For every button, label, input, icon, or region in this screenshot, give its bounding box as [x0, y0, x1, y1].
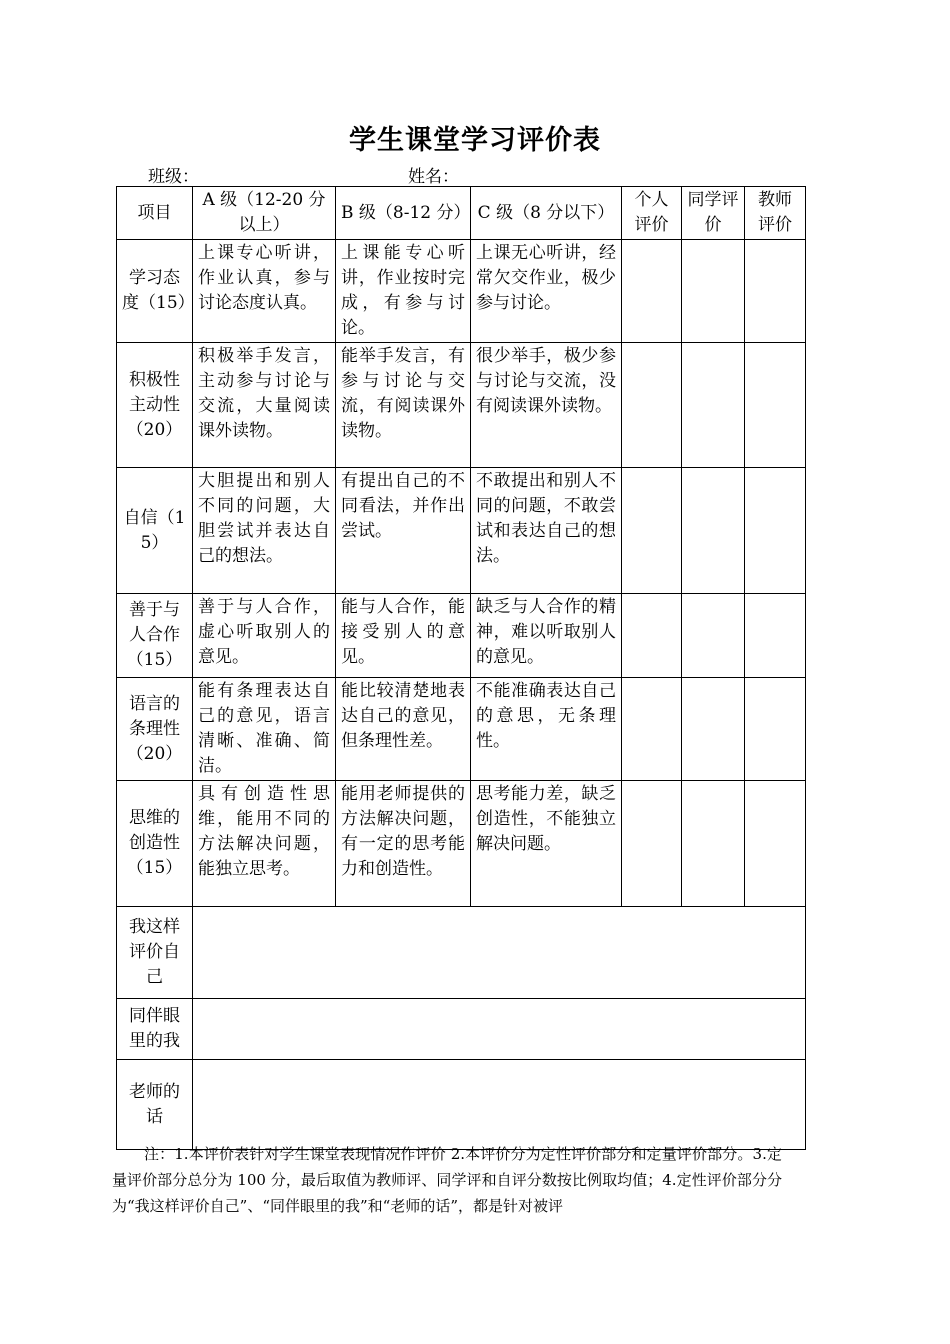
header-a-level: A 级（12-20 分以上） — [193, 187, 336, 240]
peer-eval-cell[interactable] — [682, 781, 745, 907]
row-b-desc: 有提出自己的不同看法，并作出尝试。 — [336, 468, 471, 594]
row-c-desc: 不能准确表达自己的意思，无条理性。 — [471, 678, 622, 781]
row-item-label: 思维的创造性（15） — [117, 781, 193, 907]
row-item-label: 善于与人合作（15） — [117, 594, 193, 678]
row-b-desc: 能比较清楚地表达自己的意见，但条理性差。 — [336, 678, 471, 781]
teacher-comment-area[interactable] — [193, 1060, 806, 1150]
class-label: 班级： — [148, 167, 199, 187]
teacher-eval-cell[interactable] — [745, 678, 806, 781]
peer-eval-cell[interactable] — [682, 468, 745, 594]
row-c-desc: 不敢提出和别人不同的问题，不敢尝试和表达自己的想法。 — [471, 468, 622, 594]
row-a-desc: 上课专心听讲，作业认真，参与讨论态度认真。 — [193, 240, 336, 343]
table-row — [117, 240, 806, 343]
row-a-desc: 具有创造性思维，能用不同的方法解决问题，能独立思考。 — [193, 781, 336, 907]
name-label: 姓名： — [408, 167, 459, 187]
row-b-desc: 能举手发言，有参与讨论与交流，有阅读课外读物。 — [336, 343, 471, 468]
header-self-eval: 个人评价 — [622, 187, 682, 240]
self-eval-cell[interactable] — [622, 343, 682, 468]
row-a-desc: 大胆提出和别人不同的问题，大胆尝试并表达自己的想法。 — [193, 468, 336, 594]
peer-eval-cell[interactable] — [682, 678, 745, 781]
qualitative-row — [117, 907, 806, 999]
row-a-desc: 能有条理表达自己的意见，语言清晰、准确、简洁。 — [193, 678, 336, 781]
page-title: 学生课堂学习评价表 — [349, 125, 601, 156]
header-teacher-eval: 教师评价 — [745, 187, 806, 240]
header-b-level: B 级（8-12 分） — [336, 187, 471, 240]
self-eval-cell[interactable] — [622, 781, 682, 907]
qualitative-row — [117, 999, 806, 1060]
table-row — [117, 781, 806, 907]
row-c-desc: 很少举手，极少参与讨论与交流，没有阅读课外读物。 — [471, 343, 622, 468]
header-peer-eval: 同学评价 — [682, 187, 745, 240]
peer-eval-cell[interactable] — [682, 594, 745, 678]
teacher-comment-label: 老师的话 — [117, 1060, 193, 1150]
teacher-eval-cell[interactable] — [745, 468, 806, 594]
table-row — [117, 678, 806, 781]
row-item-label: 学习态度（15） — [117, 240, 193, 343]
peer-comment-area[interactable] — [193, 999, 806, 1060]
row-b-desc: 能与人合作，能接受别人的意见。 — [336, 594, 471, 678]
teacher-eval-cell[interactable] — [745, 240, 806, 343]
evaluation-table — [116, 186, 806, 1150]
row-item-label: 自信（15） — [117, 468, 193, 594]
teacher-eval-cell[interactable] — [745, 594, 806, 678]
self-comment-area[interactable] — [193, 907, 806, 999]
table-row — [117, 594, 806, 678]
self-eval-cell[interactable] — [622, 678, 682, 781]
qualitative-row — [117, 1060, 806, 1150]
peer-eval-cell[interactable] — [682, 343, 745, 468]
row-c-desc: 上课无心听讲，经常欠交作业，极少参与讨论。 — [471, 240, 622, 343]
row-a-desc: 积极举手发言，主动参与讨论与交流，大量阅读课外读物。 — [193, 343, 336, 468]
peer-eval-cell[interactable] — [682, 240, 745, 343]
row-a-desc: 善于与人合作，虚心听取别人的意见。 — [193, 594, 336, 678]
self-eval-cell[interactable] — [622, 240, 682, 343]
peer-comment-label: 同伴眼里的我 — [117, 999, 193, 1060]
row-c-desc: 缺乏与人合作的精神，难以听取别人的意见。 — [471, 594, 622, 678]
footnote: 注：1.本评价表针对学生课堂表现情况作评价 2.本评价分为定性评价部分和定量评价部分。3.定量评价部分总分为 100 分，最后取值为教师评、同学评和自评分数按比例取均值；4.定性评价部分分为“我这样评价自己”、“同伴眼里的我”和“老师的话”，都是针对被评 — [112, 1145, 782, 1215]
row-c-desc: 思考能力差，缺乏创造性，不能独立解决问题。 — [471, 781, 622, 907]
header-row — [117, 187, 806, 240]
row-b-desc: 上课能专心听讲，作业按时完成，有参与讨论。 — [336, 240, 471, 343]
row-item-label: 积极性主动性（20） — [117, 343, 193, 468]
self-eval-cell[interactable] — [622, 594, 682, 678]
table-row — [117, 343, 806, 468]
row-item-label: 语言的条理性（20） — [117, 678, 193, 781]
self-comment-label: 我这样评价自己 — [117, 907, 193, 999]
teacher-eval-cell[interactable] — [745, 781, 806, 907]
teacher-eval-cell[interactable] — [745, 343, 806, 468]
header-c-level: C 级（8 分以下） — [471, 187, 622, 240]
self-eval-cell[interactable] — [622, 468, 682, 594]
header-item: 项目 — [117, 187, 193, 240]
table-row — [117, 468, 806, 594]
row-b-desc: 能用老师提供的方法解决问题，有一定的思考能力和创造性。 — [336, 781, 471, 907]
